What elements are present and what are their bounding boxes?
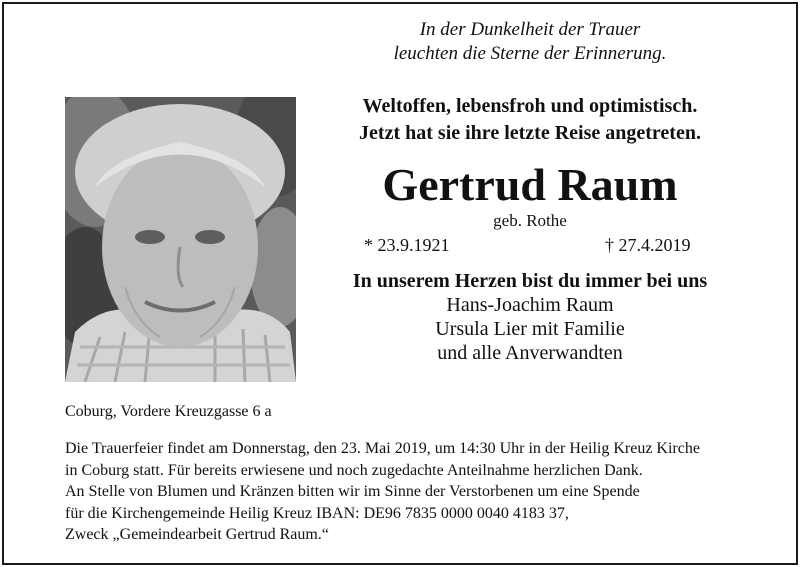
birth-date: * 23.9.1921: [364, 235, 450, 255]
portrait-image: [65, 97, 296, 382]
birth-name: geb. Rothe: [493, 211, 567, 230]
deceased-name: Gertrud Raum: [382, 159, 678, 210]
mourner-name: Hans-Joachim Raum: [446, 294, 614, 316]
mourner-name: und alle Anverwandten: [437, 342, 623, 364]
funeral-notice: [65, 438, 790, 546]
notice-line: Die Trauerfeier findet am Donnerstag, den 23. Mai 2019, um 14:30 Uhr in der Heilig Kreuz Kirche: [65, 440, 700, 457]
notice-line: in Coburg statt. Für bereits erwiesene und noch zugedachte Anteilnahme herzlichen Dank.: [65, 461, 643, 479]
notice-line: An Stelle von Blumen und Kränzen bitten wir im Sinne der Verstorbenen um eine Spende: [65, 483, 640, 500]
motto-line-1: In der Dunkelheit der Trauer: [419, 19, 641, 40]
death-date: † 27.4.2019: [605, 235, 691, 255]
notice-line: für die Kirchengemeinde Heilig Kreuz IBAN: DE96 7835 0000 0040 4183 37,: [65, 504, 569, 522]
motto-line-2: leuchten die Sterne der Erinnerung.: [393, 43, 667, 64]
mourners-heading: In unserem Herzen bist du immer bei uns: [352, 270, 708, 292]
mourners-list: [300, 293, 760, 365]
motto: [310, 18, 750, 66]
portrait-photo: [65, 97, 296, 382]
tagline-line-2: Jetzt hat sie ihre letzte Reise angetreten.: [359, 122, 701, 144]
address: Coburg, Vordere Kreuzgasse 6 a: [65, 403, 272, 420]
mourner-name: Ursula Lier mit Familie: [435, 318, 625, 340]
notice-line: Zweck „Gemeindearbeit Gertrud Raum.“: [65, 526, 329, 543]
tagline: [300, 93, 760, 147]
tagline-line-1: Weltoffen, lebensfroh und optimistisch.: [362, 95, 698, 117]
